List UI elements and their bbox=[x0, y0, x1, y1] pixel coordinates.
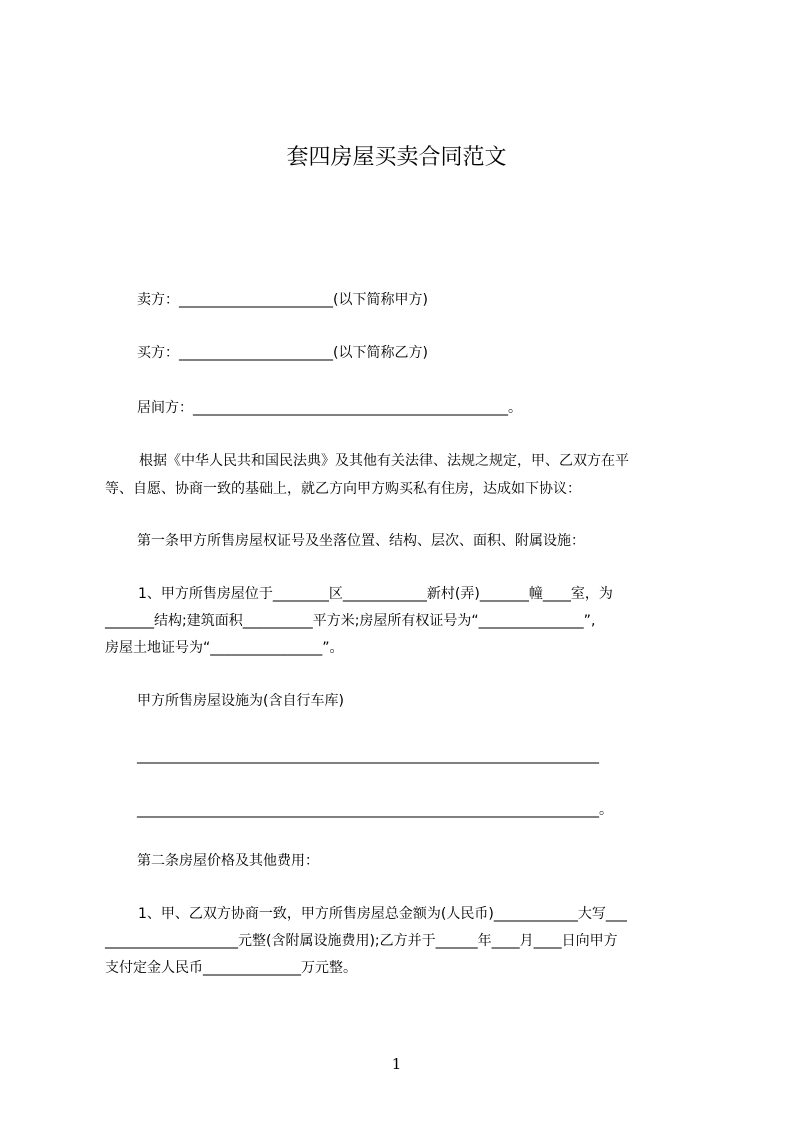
broker-line: 居间方：_____________________________________________。 bbox=[137, 400, 522, 416]
article2-line-2: ___________________元整(含附属设施费用);乙方并于______年____月____日向甲方 bbox=[105, 933, 618, 949]
facilities-blank-2: __________________________________________________________________。 bbox=[137, 802, 613, 818]
facilities-blank-1: __________________________________________________________________ bbox=[137, 748, 599, 764]
page-title: 套四房屋买卖合同范文 bbox=[286, 145, 507, 170]
intro-paragraph-line-1: 根据《中华人民共和国民法典》及其他有关法律、法规之规定，甲、乙双方在平 bbox=[139, 453, 629, 469]
intro-paragraph-line-2: 等、自愿、协商一致的基础上，就乙方向甲方购买私有住房，达成如下协议： bbox=[105, 481, 581, 497]
article1-line-2: _______结构;建筑面积__________平方米;房屋所有权证号为“_______________”, bbox=[105, 613, 596, 629]
article2-line-3: 支付定金人民币______________万元整。 bbox=[105, 960, 357, 976]
article1-line-3: 房屋土地证号为“________________”。 bbox=[105, 640, 344, 656]
seller-line: 卖方：______________________(以下简称甲方) bbox=[137, 292, 428, 308]
article1-heading: 第一条甲方所售房屋权证号及坐落位置、结构、层次、面积、附属设施： bbox=[137, 533, 585, 549]
article2-heading: 第二条房屋价格及其他费用： bbox=[137, 853, 319, 869]
article1-line-1: 1、甲方所售房屋位于________区____________新村(弄)_______幢____室，为 bbox=[138, 586, 613, 602]
article2-line-1: 1、甲、乙双方协商一致，甲方所售房屋总金额为(人民币)____________大写___ bbox=[138, 906, 627, 922]
buyer-line: 买方：______________________(以下简称乙方) bbox=[137, 345, 428, 361]
facilities-heading: 甲方所售房屋设施为(含自行车库) bbox=[137, 693, 344, 709]
page-number: 1 bbox=[391, 1055, 402, 1073]
